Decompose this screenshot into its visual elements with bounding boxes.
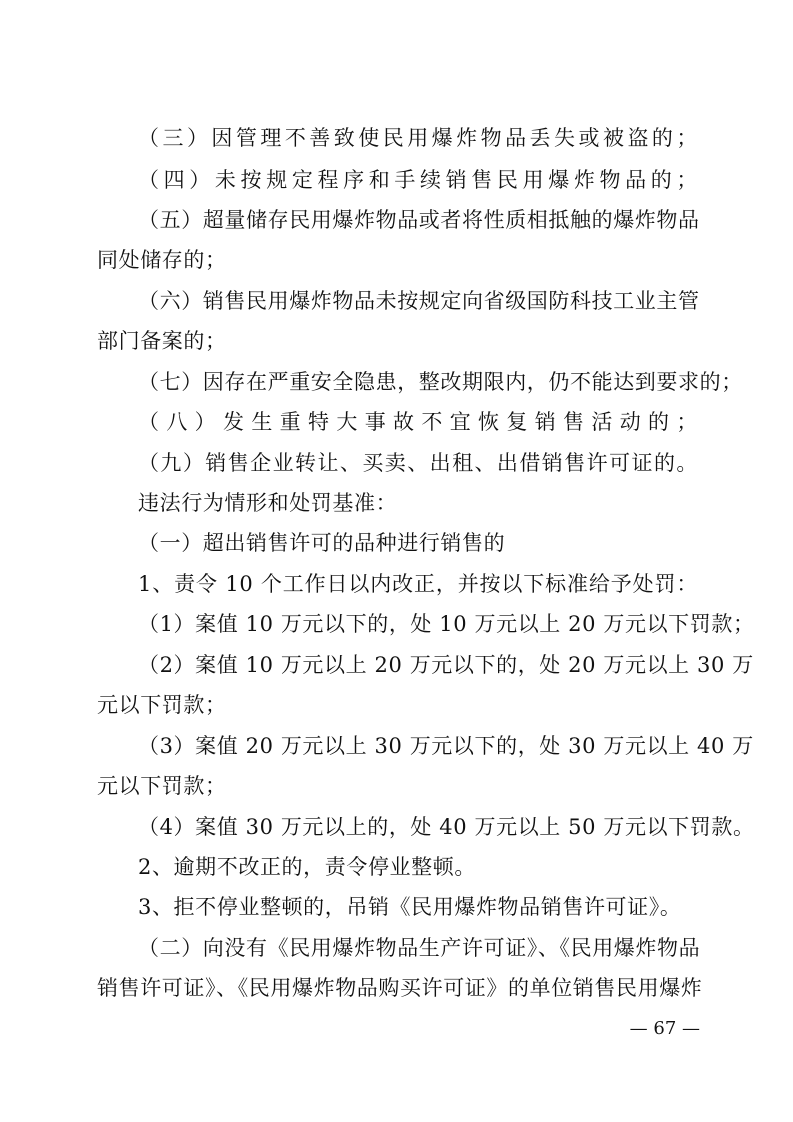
paragraph-line-5: （六）销售民用爆炸物品未按规定向省级国防科技工业主管 xyxy=(138,289,700,313)
paragraph-line-8: （八）发生重特大事故不宜恢复销售活动的； xyxy=(138,410,698,434)
paragraph-line-16: （3）案值 20 万元以上 30 万元以下的，处 30 万元以上 40 万 xyxy=(138,734,754,758)
section-heading: 违法行为情形和处罚基准： xyxy=(138,491,398,515)
paragraph-line-22: 销售许可证》、《民用爆炸物品购买许可证》的单位销售民用爆炸 xyxy=(97,976,703,1000)
paragraph-line-6: 部门备案的； xyxy=(97,329,227,353)
paragraph-line-11: （一）超出销售许可的品种进行销售的 xyxy=(138,531,506,555)
paragraph-line-20: 3、拒不停业整顿的，吊销《民用爆炸物品销售许可证》。 xyxy=(138,895,682,919)
paragraph-line-18: （4）案值 30 万元以上的，处 40 万元以上 50 万元以下罚款。 xyxy=(138,815,755,839)
paragraph-line-17: 元以下罚款； xyxy=(97,774,227,798)
paragraph-line-19: 2、逾期不改正的，责令停业整顿。 xyxy=(138,855,476,879)
paragraph-line-3: （五）超量储存民用爆炸物品或者将性质相抵触的爆炸物品 xyxy=(138,208,700,232)
paragraph-line-12: 1、责令 10 个工作日以内改正，并按以下标准给予处罚： xyxy=(138,572,698,596)
paragraph-line-13: （1）案值 10 万元以下的，处 10 万元以上 20 万元以下罚款； xyxy=(138,612,755,636)
paragraph-line-14: （2）案值 10 万元以上 20 万元以下的，处 20 万元以上 30 万 xyxy=(138,653,754,677)
paragraph-line-4: 同处储存的； xyxy=(97,248,227,272)
paragraph-line-1: （三）因管理不善致使民用爆炸物品丢失或被盗的； xyxy=(138,126,698,150)
paragraph-line-21: （二）向没有《民用爆炸物品生产许可证》、《民用爆炸物品 xyxy=(138,936,701,960)
paragraph-line-15: 元以下罚款； xyxy=(97,693,227,717)
paragraph-line-9: （九）销售企业转让、买卖、出租、出借销售许可证的。 xyxy=(138,451,698,475)
paragraph-line-2: （四）未按规定程序和手续销售民用爆炸物品的； xyxy=(138,168,698,192)
page-number: — 67 — xyxy=(629,1018,700,1039)
paragraph-line-7: （七）因存在严重安全隐患，整改期限内，仍不能达到要求的； xyxy=(138,370,743,394)
